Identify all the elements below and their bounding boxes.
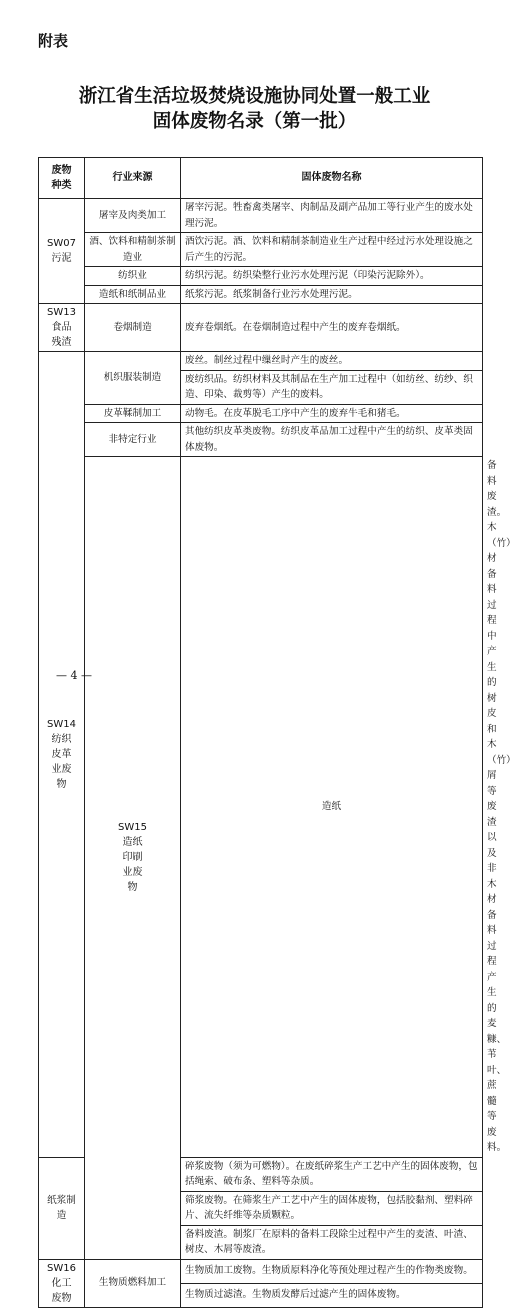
table-row [39, 423, 483, 457]
waste-name-cell: 废丝。制丝过程中缫丝时产生的废丝。 [181, 352, 483, 371]
source-cell: 造纸 [181, 457, 483, 1158]
waste-name-cell: 纺织污泥。纺织染整行业污水处理污泥（印染污泥除外）。 [181, 267, 483, 286]
source-cell: 屠宰及肉类加工 [85, 199, 181, 233]
table-row [39, 199, 483, 233]
source-cell: 酒、饮料和精制茶制造业 [85, 233, 181, 267]
waste-list-table [38, 157, 516, 1308]
waste-name-cell: 备料废渣。制浆厂在原料的备料工段除尘过程中产生的麦渣、叶渣、树皮、木屑等废渣。 [181, 1225, 483, 1259]
table-row [39, 352, 483, 371]
page-number: — 4 — [56, 669, 92, 682]
table-row [39, 404, 483, 423]
table-row [39, 285, 483, 304]
source-cell: 纸浆制造 [39, 1157, 85, 1259]
appendix-label: 附表 [38, 32, 69, 50]
document-title-line1: 浙江省生活垃圾焚烧设施协同处置一般工业 [78, 86, 431, 107]
category-cell: SW14 纺织 皮革 业废 物 [39, 352, 85, 1158]
waste-name-cell: 碎浆废物（须为可燃物）。在废纸碎浆生产工艺中产生的固体废物，包括绳索、破布条、塑料等杂质。 [181, 1157, 483, 1191]
source-cell: 生物质燃料加工 [85, 1259, 181, 1307]
source-cell: 造纸和纸制品业 [85, 285, 181, 304]
source-cell: 皮革鞣制加工 [85, 404, 181, 423]
table-header-row [39, 158, 483, 199]
header-name: 固体废物名称 [181, 158, 483, 199]
table-row [39, 233, 483, 267]
waste-name-cell: 酒饮污泥。酒、饮料和精制茶制造业生产过程中经过污水处理设施之后产生的污泥。 [181, 233, 483, 267]
table-row [39, 267, 483, 286]
source-cell: 机织服装制造 [85, 352, 181, 405]
table-row: SW15 造纸 印刷 业废 物 造纸 备料废渣。木（竹）材备料过程中产生的树皮和木（竹）屑等废渣以及非木材备料过程产生的麦糠、苇叶、蔗髓等废料。 [39, 457, 483, 1158]
waste-name-cell: 废弃卷烟纸。在卷烟制造过程中产生的废弃卷烟纸。 [181, 304, 483, 352]
header-source: 行业来源 [85, 158, 181, 199]
header-category: 废物 种类 [39, 158, 85, 199]
source-cell: 非特定行业 [85, 423, 181, 457]
source-cell: 卷烟制造 [85, 304, 181, 352]
waste-name-cell: 生物质加工废物。生物质原料净化等预处理过程产生的作物类废物。 [181, 1259, 483, 1283]
category-cell: SW16 化工 废物 [39, 1259, 85, 1307]
category-cell: SW15 造纸 印刷 业废 物 [85, 457, 181, 1260]
table-row [39, 304, 483, 352]
waste-name-cell: 筛浆废物。在筛浆生产工艺中产生的固体废物，包括胶黏剂、塑料碎片、流失纤维等杂质颗粒。 [181, 1191, 483, 1225]
table-row [39, 1259, 483, 1283]
waste-name-cell: 生物质过滤渣。生物质发酵后过滤产生的固体废物。 [181, 1283, 483, 1307]
waste-name-cell: 废纺织品。纺织材料及其制品在生产加工过程中（如纺丝、纺纱、织造、印染、裁剪等）产生的废料。 [181, 370, 483, 404]
waste-name-cell: 屠宰污泥。牲畜禽类屠宰、肉制品及副产品加工等行业产生的废水处理污泥。 [181, 199, 483, 233]
source-cell: 纺织业 [85, 267, 181, 286]
category-cell: SW07 污泥 [39, 199, 85, 304]
document-title-line2: 固体废物名录（第一批） [152, 111, 357, 132]
category-cell: SW13 食品 残渣 [39, 304, 85, 352]
waste-name-cell: 纸浆污泥。纸浆制备行业污水处理污泥。 [181, 285, 483, 304]
table-body [39, 199, 516, 1308]
waste-name-cell: 其他纺织皮革类废物。纺织皮革品加工过程中产生的纺织、皮革类固体废物。 [181, 423, 483, 457]
waste-name-cell: 动物毛。在皮革脱毛工序中产生的废弃牛毛和猪毛。 [181, 404, 483, 423]
